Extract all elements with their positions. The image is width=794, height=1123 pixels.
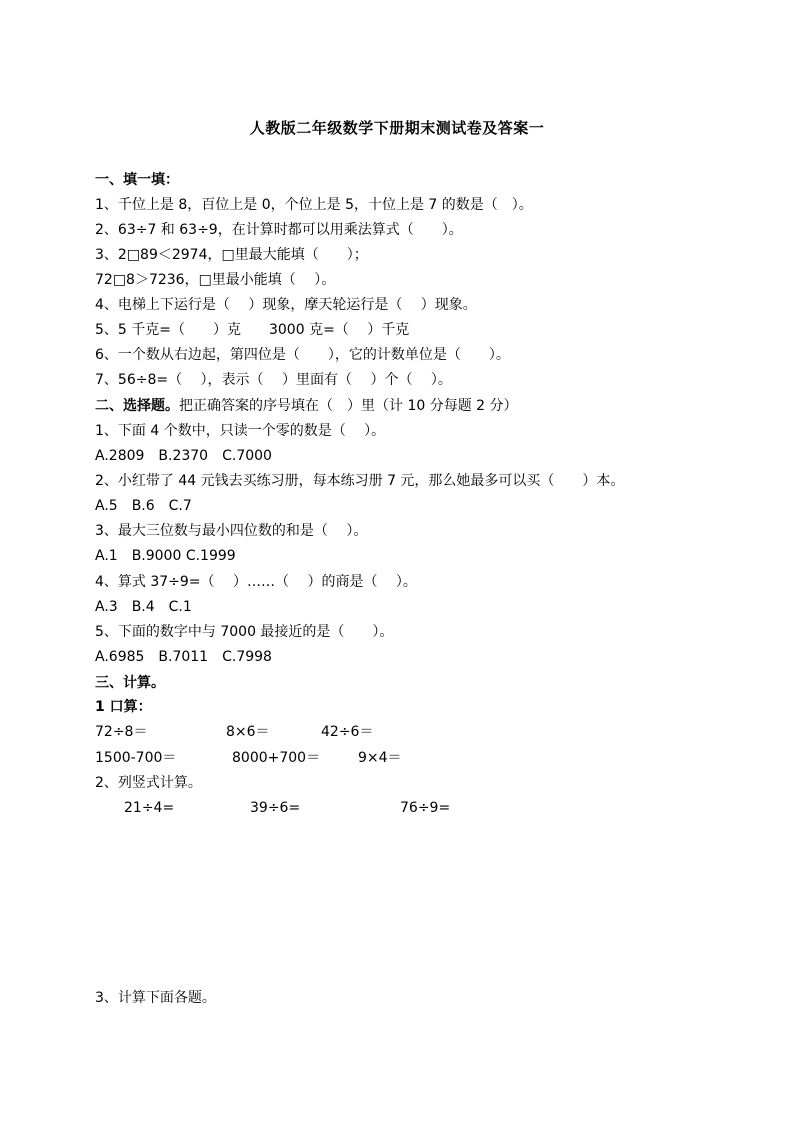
section1-item-5: 5、5 千克=（ ）克 3000 克=（ ）千克 [95, 322, 410, 338]
section2-item-4: 4、算式 37÷9=（ ）……（ ）的商是（ ）。 [95, 574, 417, 590]
section2-options-5: A.6985 B.7011 C.7998 [95, 649, 272, 665]
section2-item-5: 5、下面的数字中与 7000 最接近的是（ ）。 [95, 624, 394, 640]
vertical-calc-heading: 2、列竖式计算。 [95, 775, 202, 791]
oral-calc-item: 1500-700＝ [95, 750, 177, 766]
vertical-calc-item: 76÷9= [400, 800, 451, 816]
oral-calc-item: 9×4＝ [358, 750, 402, 766]
oral-calc-heading: 1 口算： [95, 699, 152, 715]
section2-heading-bold: 二、选择题。 [95, 398, 179, 414]
section2-item-3: 3、最大三位数与最小四位数的和是（ ）。 [95, 523, 368, 539]
page-title: 人教版二年级数学下册期末测试卷及答案一 [249, 119, 545, 137]
section2-item-2: 2、小红带了 44 元钱去买练习册，每本练习册 7 元，那么她最多可以买（ ）本。 [95, 473, 625, 489]
oral-calc-item: 72÷8＝ [95, 724, 148, 740]
vertical-calc-item: 21÷4= [124, 800, 175, 816]
oral-calc-item: 42÷6＝ [321, 724, 374, 740]
section2-options-2: A.5 B.6 C.7 [95, 498, 192, 514]
section2-options-3: A.1 B.9000 C.1999 [95, 548, 236, 564]
section2-heading-rest: 把正确答案的序号填在（ ）里（计 10 分每题 2 分） [179, 398, 518, 414]
section1-item-4: 4、电梯上下运行是（ ）现象，摩天轮运行是（ ）现象。 [95, 297, 477, 313]
section3-heading: 三、计算。 [95, 675, 165, 691]
section1-item-7: 7、56÷8=（ ），表示（ ）里面有（ ）个（ ）。 [95, 372, 452, 388]
oral-calc-item: 8000+700＝ [232, 750, 321, 766]
section1-item-2: 2、63÷7 和 63÷9，在计算时都可以用乘法算式（ ）。 [95, 222, 463, 238]
section2-options-1: A.2809 B.2370 C.7000 [95, 448, 272, 464]
section2-heading [95, 396, 518, 416]
section1-item-6: 6、一个数从右边起，第四位是（ ），它的计数单位是（ ）。 [95, 347, 510, 363]
section1-item-1: 1、千位上是 8，百位上是 0，个位上是 5，十位上是 7 的数是（ ）。 [95, 197, 533, 213]
section1-item-3: 3、2□89＜2974，□里最大能填（ ）； [95, 247, 368, 263]
section3-item-3: 3、计算下面各题。 [95, 990, 216, 1006]
section2-item-1: 1、下面 4 个数中，只读一个零的数是（ ）。 [95, 423, 386, 439]
oral-calc-item: 8×6＝ [226, 724, 270, 740]
section2-options-4: A.3 B.4 C.1 [95, 599, 192, 615]
section1-item-3b: 72□8＞7236，□里最小能填（ ）。 [95, 272, 336, 288]
section1-heading: 一、填一填： [95, 172, 179, 188]
vertical-calc-item: 39÷6= [250, 800, 301, 816]
